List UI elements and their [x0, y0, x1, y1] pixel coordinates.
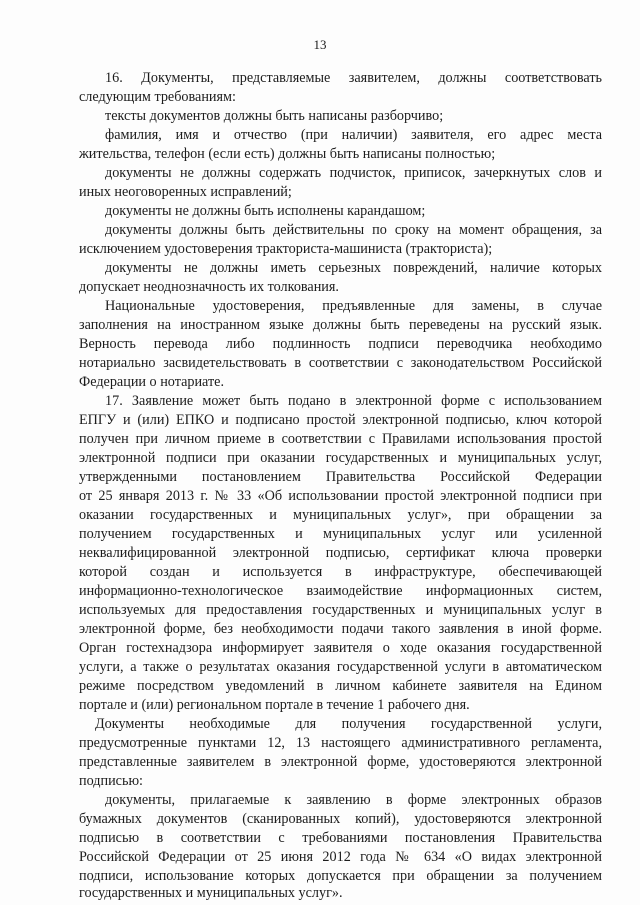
text-line: ЕПГУ и (или) ЕПКО и подписано простой электронной подписью, ключ которой [79, 412, 602, 428]
text-line: допускает неоднозначность их толкования. [79, 279, 339, 295]
text-line: государственных и муниципальных услуг». [79, 885, 343, 901]
text-line: утвержденными постановлением Правительства Российской Федерации [79, 469, 602, 485]
text-line: документы, прилагаемые к заявлению в форме электронных образов [105, 792, 602, 808]
text-line: 16. Документы, представляемые заявителем, должны соответствовать [105, 70, 602, 86]
text-line: предусмотренные пунктами 12, 13 настоящего административного регламента, [79, 735, 602, 751]
text-line: подписи, использование которых допускается при обращении за получением [79, 868, 602, 884]
text-line: фамилия, имя и отчество (при наличии) заявителя, его адрес места [105, 127, 602, 143]
text-line: представленные заявителем в электронной форме, удостоверяются электронной [79, 754, 602, 770]
text-line: информационно-технологическое взаимодействие информационных систем, [79, 583, 602, 599]
text-line: подписью: [79, 773, 143, 789]
page-number: 13 [313, 37, 327, 52]
text-line: следующим требованиям: [79, 89, 236, 105]
text-line: портале и (или) региональном портале в течение 1 рабочего дня. [79, 697, 470, 713]
text-line: заполнения на иностранном языке должны быть переведены на русский язык. [79, 317, 602, 333]
text-line: 17. Заявление может быть подано в электронной форме с использованием [105, 393, 602, 409]
text-line: бумажных документов (сканированных копий), удостоверяются электронной [79, 811, 602, 827]
text-line: документы должны быть действительны по сроку на момент обращения, за [105, 222, 602, 238]
text-line: электронной подписи при оказании государственных и муниципальных услуг, [79, 450, 602, 466]
text-line: от 25 января 2013 г. № 33 «Об использовании простой электронной подписи при [79, 488, 602, 504]
text-line: Документы необходимые для получения государственной услуги, [95, 716, 602, 732]
text-line: которой создан и используется в инфраструктуре, обеспечивающей [79, 564, 602, 580]
text-line: неквалифицированной электронной подписью, сертификат ключа проверки [79, 545, 602, 561]
text-line: нотариально засвидетельствовать в соответствии с законодательством Российской [79, 355, 602, 371]
text-line: получен при личном приеме в соответствии с Правилами использования простой [79, 431, 602, 447]
text-line: электронной форме, без необходимости подачи такого заявления в иной форме. [79, 621, 602, 637]
text-line: подписью в соответствии с требованиями постановления Правительства [79, 830, 602, 846]
text-line: Верность перевода либо подлинность подписи переводчика необходимо [79, 336, 602, 352]
text-line: Орган гостехнадзора информирует заявителя о ходе оказания государственной [79, 640, 602, 656]
text-line: документы не должны быть исполнены карандашом; [105, 203, 426, 219]
text-line: исключением удостоверения тракториста-машиниста (тракториста); [79, 241, 493, 257]
text-line: жительства, телефон (если есть) должны быть написаны полностью; [79, 146, 496, 162]
text-line: Федерации о нотариате. [79, 374, 225, 390]
text-line: тексты документов должны быть написаны разборчиво; [105, 108, 444, 124]
text-line: используемых для предоставления государственных и муниципальных услуг в [79, 602, 602, 618]
text-line: документы не должны иметь серьезных повреждений, наличие которых [105, 260, 602, 276]
text-line: документы не должны содержать подчисток, приписок, зачеркнутых слов и [105, 165, 602, 181]
text-line: Национальные удостоверения, предъявленные для замены, в случае [105, 298, 602, 314]
text-line: режиме посредством уведомлений в личном кабинете заявителя на Едином [79, 678, 602, 694]
text-line: иных неоговоренных исправлений; [79, 184, 292, 200]
text-line: Российской Федерации от 25 июня 2012 года № 634 «О видах электронной [79, 849, 602, 865]
text-line: получением государственных и муниципальных услуг или усиленной [79, 526, 602, 542]
text-line: оказании государственных и муниципальных услуг», при обращении за [79, 507, 602, 523]
text-line: услуги, а также о результатах оказания государственной услуги в автоматическом [79, 659, 602, 675]
